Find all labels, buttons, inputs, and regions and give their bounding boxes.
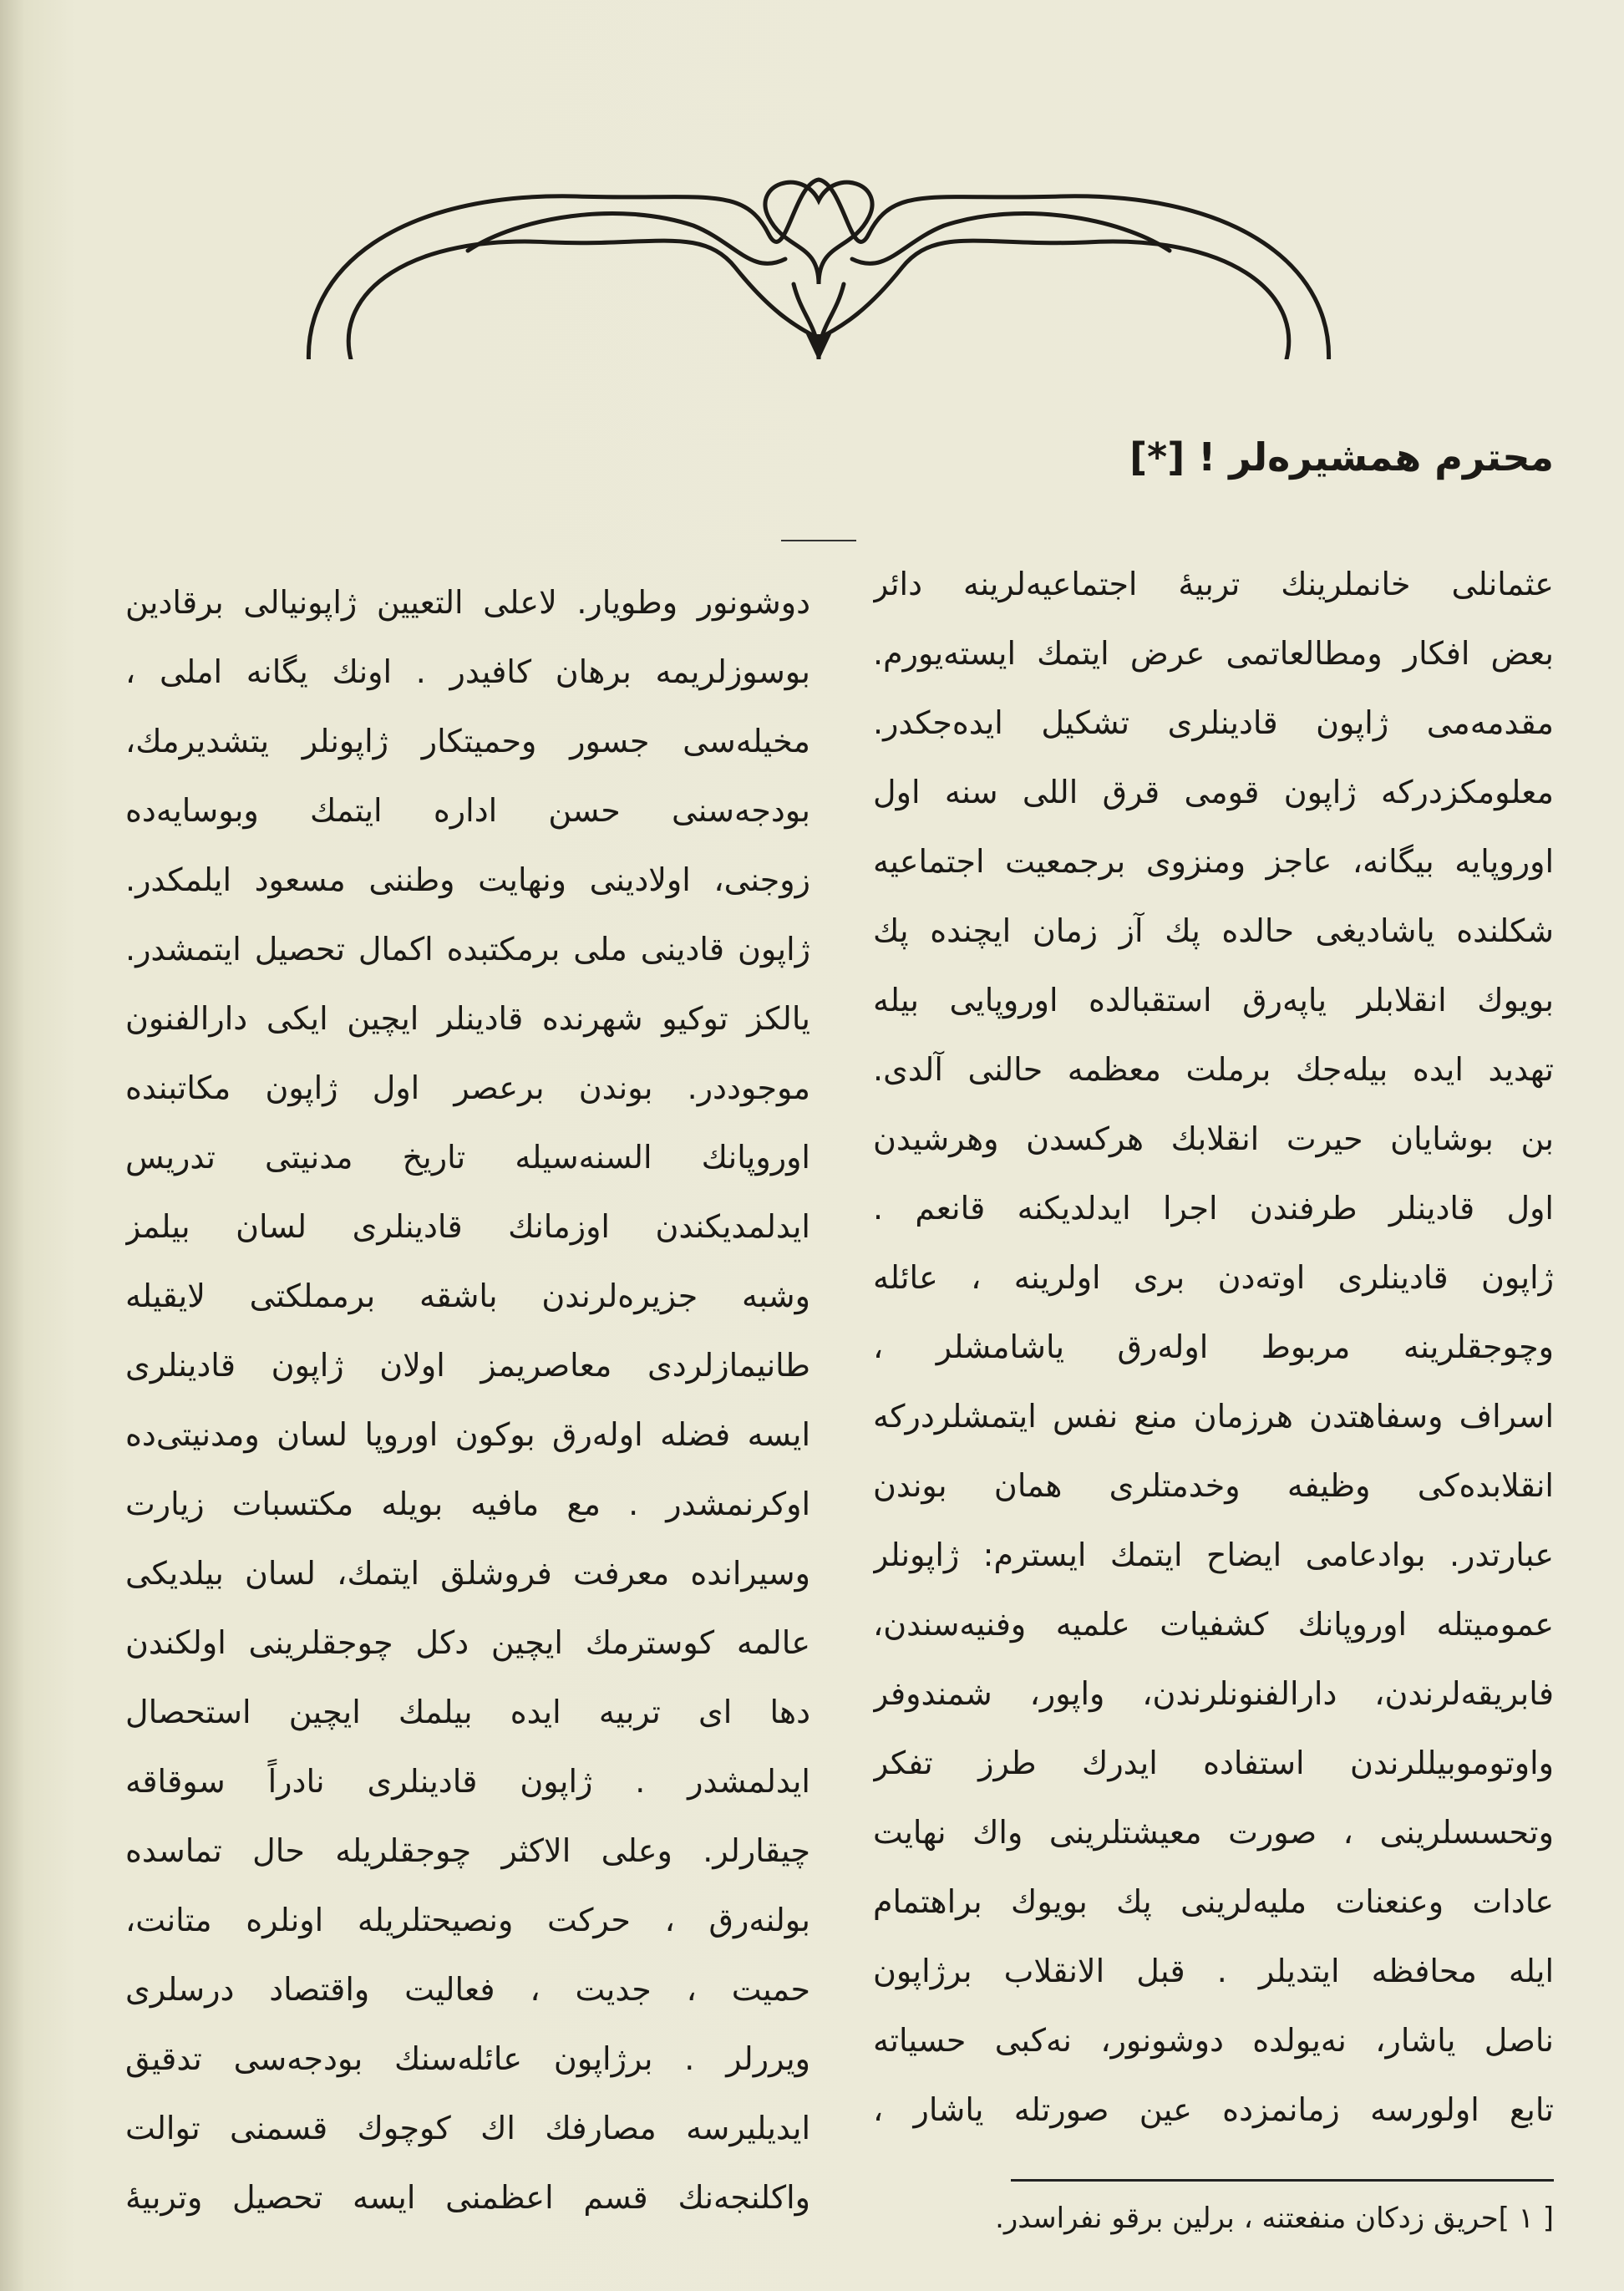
text-line: واوتوموبیللرندن استفاده ایدرك طرز تفکر [873,1745,1554,1781]
text-line: تهدید ایده بیله‌جك برملت معظمه حالنی آلدی. [873,1051,1554,1088]
text-line: عادات وعنعنات ملیه‌لرینی پك بویوك براهتمام [873,1883,1554,1920]
text-line: بودجه‌سنی حسن اداره ایتمك وبوسایه‌ده [125,792,810,829]
text-line: وچوجقلرینه مربوط اوله‌رق یاشامشلر ، [873,1328,1554,1365]
text-line: موجوددر. بوندن برعصر اول ژاپون مکاتبنده [125,1069,810,1106]
decorative-ornament-header [301,167,1337,359]
text-line: بولنه‌رق ، حرکت ونصیحتلریله اونلره متانت، [125,1902,810,1938]
text-line: فابریقه‌لرندن، دارالفنونلرندن، واپور، شمندوفر [873,1675,1554,1712]
text-line: مقدمه‌می ژاپون قادینلری تشکیل ایده‌جکدر. [873,704,1554,741]
text-line: عمومیتله اوروپانك کشفیات علمیه وفنیه‌سندن، [873,1606,1554,1643]
text-line: ایدیلیرسه مصارفك اك کوچوك قسمنی توالت [125,2110,810,2146]
text-line: وتحسسلرینی ، صورت معیشتلرینی واك نهایت [873,1814,1554,1851]
text-line: اوروپایه بیگانه، عاجز ومنزوی برجمعیت اجتماعیه [873,843,1554,880]
text-line: ژاپون قادینی ملی برمکتبده اکمال تحصیل ایتمشدر. [125,931,810,968]
text-line: دها ای تربیه ایده بیلمك ایچین استحصال [125,1694,810,1730]
text-column-right [873,550,1554,2145]
text-line: یالکز توکیو شهرنده قادینلر ایچین ایکی دارالفنون [125,1000,810,1037]
text-line: چیقارلر. وعلی الاکثر چوجقلریله حال تماسده [125,1832,810,1869]
text-line: ایدلمدیکندن اوزمانك قادینلری لسان بیلمز [125,1208,810,1245]
text-line: اول قادینلر طرفندن اجرا ایدلدیکنه قانعم . [873,1190,1554,1227]
text-line: اوروپانك السنه‌سیله تاریخ مدنیتی تدریس [125,1139,810,1176]
text-line: ناصل یاشار، نه‌یولده دوشونور، نه‌کبی حسیاته [873,2022,1554,2059]
text-line: واکلنجه‌نك قسم اعظمنی ایسه تحصیل وتربیهٔ [125,2179,810,2216]
text-line: بعض افکار ومطالعاتمی عرض ایتمك ایسته‌یورم. [873,635,1554,672]
text-line: دوشونور وطویار. لاعلی التعیین ژاپونیالی برقادین [125,584,810,621]
text-line: زوجنی، اولادینی ونهایت وطننی مسعود ایلمکدر. [125,861,810,898]
footnote: [ ١ ]حریق زدکان منفعتنه ، برلین برقو نفراسدر. [995,2202,1554,2235]
article-title: محترم همشیره‌لر ! [*] [1129,434,1554,480]
text-line: وسیرانده معرفت فروشلق ایتمك، لسان بیلدیکی [125,1555,810,1592]
text-line: طانیمازلردی معاصریمز اولان ژاپون قادینلری [125,1347,810,1384]
text-line: بویوك انقلابلر یاپه‌رق استقبالده اوروپایی بیله [873,982,1554,1019]
text-line: وشبه جزیره‌لرندن باشقه برمملکتی لایقیله [125,1278,810,1314]
text-line: انقلابده‌کی وظیفه وخدمتلری همان بوندن [873,1467,1554,1504]
footnote-rule [1011,2179,1554,2182]
text-line: ایدلمشدر . ژاپون قادینلری نادراً سوقاقه [125,1763,810,1800]
text-column-left [125,568,810,2233]
title-separator [781,539,856,542]
text-line: ایله محافظه ایتدیلر . قبل الانقلاب برژاپون [873,1953,1554,1989]
text-line: شکلنده یاشادیغی حالده پك آز زمان ایچنده پك [873,912,1554,949]
text-line: اسراف وسفاهتدن هرزمان منع نفس ایتمشلردرکه [873,1398,1554,1435]
text-line: ژاپون قادینلری اوته‌دن بری اولرینه ، عائله [873,1259,1554,1296]
text-line: بن بوشایان حیرت انقلابك هرکسدن وهرشیدن [873,1120,1554,1157]
text-line: عالمه کوسترمك ایچین دکل چوجقلرینی اولکندن [125,1624,810,1661]
text-line: عبارتدر. بوادعامی ایضاح ایتمك ایسترم: ژاپونلر [873,1537,1554,1573]
text-line: بوسوزلریمه برهان کافیدر . اونك یگانه املی ، [125,653,810,690]
text-line: معلومکزدرکه ژاپون قومی قرق اللی سنه اول [873,774,1554,810]
text-line: ویررلر . برژاپون عائله‌سنك بودجه‌سی تدقیق [125,2040,810,2077]
text-line: حمیت ، جدیت ، فعالیت واقتصاد درسلری [125,1971,810,2008]
text-line: مخیله‌سی جسور وحمیتکار ژاپونلر یتشدیرمك، [125,723,810,759]
text-line: تابع اولورسه زمانمزده عین صورتله یاشار ، [873,2091,1554,2128]
text-line: عثمانلی خانملرینك تربیهٔ اجتماعیه‌لرینه دائر [873,566,1554,602]
text-line: اوکرنمشدر . مع مافیه بویله مکتسبات زیارت [125,1486,810,1522]
text-line: ایسه فضله اوله‌رق بوکون اوروپا لسان ومدنیتی‌ده [125,1416,810,1453]
